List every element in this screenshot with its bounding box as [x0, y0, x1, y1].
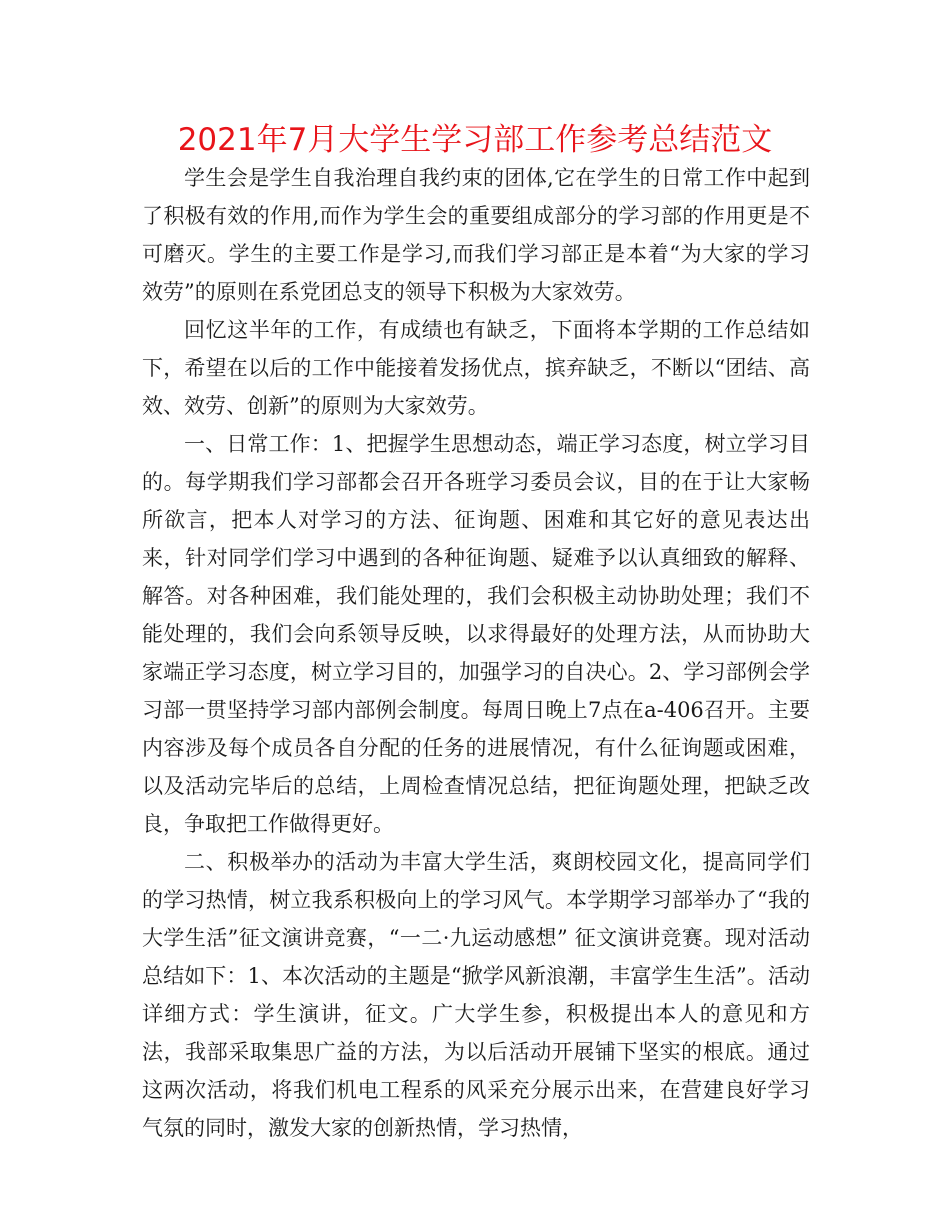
document-title: 2021年7月大学生学习部工作参考总结范文 [177, 122, 773, 158]
document-body [142, 159, 810, 1147]
paragraph-daily-work: 一、日常工作：1、把握学生思想动态，端正学习态度，树立学习目的。每学期我们学习部都会召开各班学习委员会议，目的在于让大家畅所欲言，把本人对学习的方法、征询题、困难和其它好的意见表达出来，针对同学们学习中遇到的各种征询题、疑难予以认真细致的解释、解答。对各种困难，我们能处理的，我们会积极主动协助处理；我们不能处理的，我们会向系领导反映，以求得最好的处理方法，从而协助大家端正学习态度，树立学习目的，加强学习的自决心。2、学习部例会学习部一贯坚持学习部内部例会制度。每周日晚上7点在a-406召开。主要内容涉及每个成员各自分配的任务的进展情况，有什么征询题或困难，以及活动完毕后的总结，上周检查情况总结，把征询题处理，把缺乏改良，争取把工作做得更好。 [142, 432, 810, 836]
paragraph-intro: 学生会是学生自我治理自我约束的团体,它在学生的日常工作中起到了积极有效的作用,而作为学生会的重要组成部分的学习部的作用更是不可磨灭。学生的主要工作是学习,而我们学习部正是本着“为大家的学习效劳”的原则在系党团总支的领导下积极为大家效劳。 [142, 166, 810, 304]
paragraph-review: 回忆这半年的工作，有成绩也有缺乏，下面将本学期的工作总结如下，希望在以后的工作中能接着发扬优点，摈弃缺乏，不断以“团结、高效、效劳、创新”的原则为大家效劳。 [142, 318, 810, 418]
paragraph-activities: 二、积极举办的活动为丰富大学生活，爽朗校园文化，提高同学们的学习热情，树立我系积极向上的学习风气。本学期学习部举办了“我的大学生活”征文演讲竞赛，“一二·九运动感想” 征文演讲竞赛。现对活动总结如下：1、本次活动的主题是“掀学风新浪潮，丰富学生生活”。活动详细方式：学生演讲，征文。广大学生参，积极提出本人的意见和方法，我部采取集思广益的方法，为以后活动开展铺下坚实的根底。通过这两次活动，将我们机电工程系的风采充分展示出来，在营建良好学习气氛的同时，激发大家的创新热情，学习热情， [142, 850, 810, 1140]
